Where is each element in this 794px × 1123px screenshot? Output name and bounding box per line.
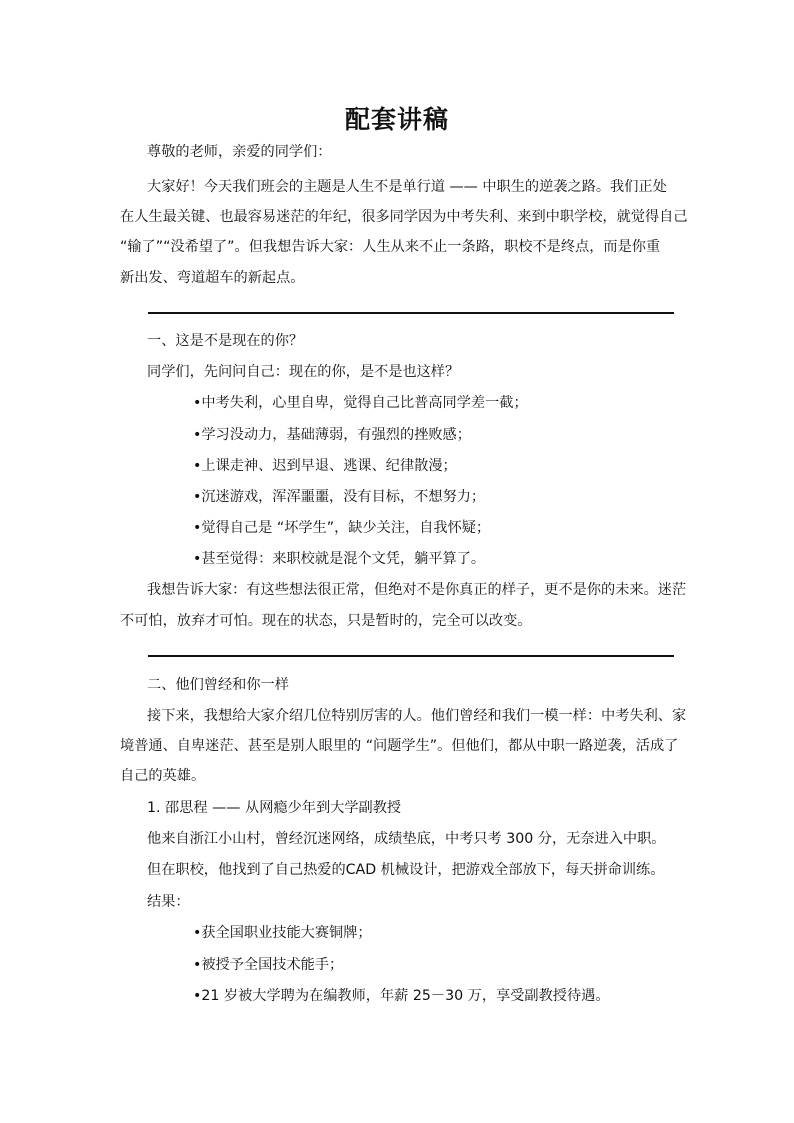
- intro-line-3: “输了”“没希望了”。但我想告诉大家：人生从来不止一条路，职校不是终点，而是你重: [120, 239, 661, 255]
- list-item: •上课走神、迟到早退、逃课、纪律散漫；: [193, 458, 457, 474]
- section1-lead: 同学们，先问问自己：现在的你，是不是也这样？: [147, 364, 460, 380]
- person1-story-line-1: 他来自浙江小山村，曾经沉迷网络，成绩垫底，中考只考 300 分，无奈进入中职。: [147, 831, 666, 847]
- section-divider: [148, 312, 674, 314]
- list-item: •沉迷游戏，浑浑噩噩，没有目标，不想努力；: [193, 489, 486, 505]
- intro-line-4: 新出发、弯道超车的新起点。: [120, 270, 305, 286]
- list-item: •21 岁被大学聘为在编教师，年薪 25－30 万，享受副教授待遇。: [193, 988, 610, 1004]
- intro-line-2: 在人生最关键、也最容易迷茫的年纪，很多同学因为中考失利、来到中职学校，就觉得自己: [120, 209, 688, 225]
- section2-lead-line-1: 接下来，我想给大家介绍几位特别厉害的人。他们曾经和我们一模一样：中考失利、家: [147, 708, 687, 724]
- section1-closing-line-2: 不可怕，放弃才可怕。现在的状态，只是暂时的，完全可以改变。: [120, 613, 532, 629]
- greeting: 尊敬的老师，亲爱的同学们：: [147, 144, 332, 160]
- person1-story-line-2: 但在职校，他找到了自己热爱的CAD 机械设计，把游戏全部放下，每天拼命训练。: [147, 862, 665, 878]
- section-divider: [148, 655, 674, 657]
- intro-line-1: 大家好！今天我们班会的主题是人生不是单行道 —— 中职生的逆袭之路。我们正处: [147, 179, 667, 195]
- section1-closing-line-1: 我想告诉大家：有这些想法很正常，但绝对不是你真正的样子，更不是你的未来。迷茫: [147, 582, 687, 598]
- list-item: •学习没动力，基础薄弱，有强烈的挫败感；: [193, 427, 471, 443]
- section2-heading: 二、他们曾经和你一样: [147, 677, 289, 693]
- document-title: 配套讲稿: [344, 105, 449, 134]
- section2-lead-line-3: 自己的英雄。: [120, 768, 206, 784]
- person1-result-label: 结果：: [147, 894, 190, 910]
- list-item: •觉得自己是 “坏学生”，缺少关注，自我怀疑；: [193, 520, 491, 536]
- list-item: •被授予全国技术能手；: [193, 957, 344, 973]
- list-item: •中考失利，心里自卑，觉得自己比普高同学差一截；: [193, 395, 528, 411]
- list-item: •获全国职业技能大赛铜牌；: [193, 925, 372, 941]
- section1-heading: 一、这是不是现在的你？: [147, 333, 304, 349]
- section2-lead-line-2: 境普通、自卑迷茫、甚至是别人眼里的 “问题学生”。但他们，都从中职一路逆袭，活成了: [120, 738, 679, 754]
- person1-heading: 1. 邵思程 —— 从网瘾少年到大学副教授: [147, 800, 402, 816]
- list-item: •甚至觉得：来职校就是混个文凭，躺平算了。: [193, 551, 486, 567]
